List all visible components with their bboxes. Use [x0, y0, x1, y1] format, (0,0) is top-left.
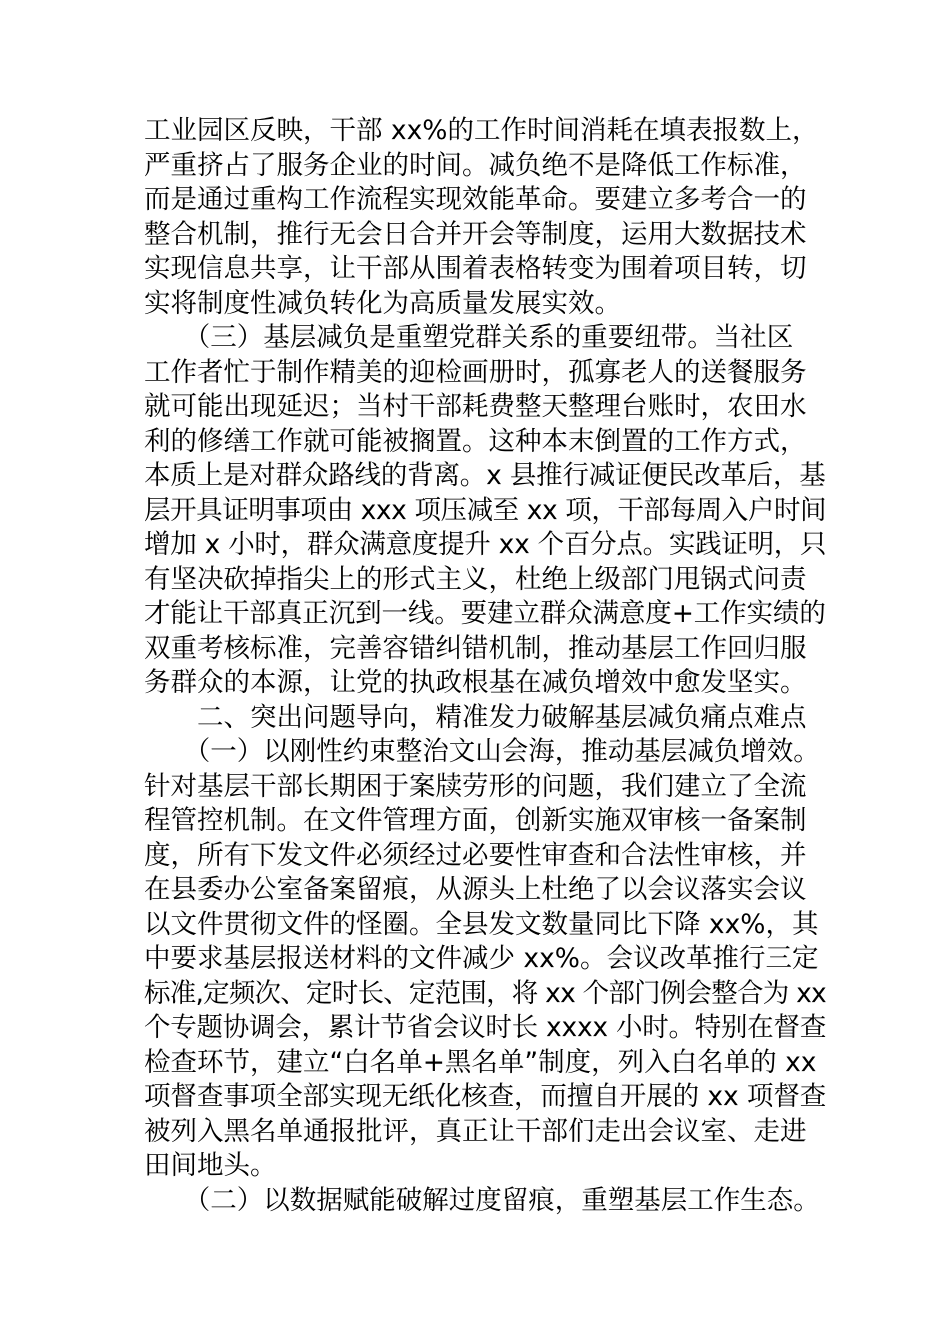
text-line: 度，所有下发文件必须经过必要性审查和合法性审核，并 [144, 839, 807, 871]
text-line: 增加 x 小时，群众满意度提升 xx 个百分点。实践证明，只 [144, 529, 827, 560]
text-line: 实将制度性减负转化为高质量发展实效。 [144, 287, 621, 319]
text-line: （一）以刚性约束整治文山会海，推动基层减负增效。 [144, 736, 820, 767]
text-line: 才能让干部真正沉到一线。要建立群众满意度+工作实绩的 [144, 598, 826, 629]
document-body [144, 114, 827, 1218]
text-line: 标准,定频次、定时长、定范围，将 xx 个部门例会整合为 xx [144, 977, 826, 1009]
text-line: 工业园区反映，干部 xx%的工作时间消耗在填表报数上， [144, 115, 819, 146]
text-line: 严重挤占了服务企业的时间。减负绝不是降低工作标准， [144, 149, 807, 181]
text-line: 而是通过重构工作流程实现效能革命。要建立多考合一的 [144, 184, 807, 215]
text-line: 工作者忙于制作精美的迎检画册时，孤寡老人的送餐服务 [144, 356, 807, 388]
text-line: 中要求基层报送材料的文件减少 xx%。会议改革推行三定 [144, 943, 819, 974]
text-line: 实现信息共享，让干部从围着表格转变为围着项目转，切 [144, 253, 807, 284]
text-line: 有坚决砍掉指尖上的形式主义，杜绝上级部门甩锅式问责 [144, 563, 807, 595]
text-line: 双重考核标准，完善容错纠错机制，推动基层工作回归服 [144, 632, 807, 664]
paragraph-party-mass-relations [144, 321, 827, 701]
paragraph-efficiency [144, 114, 824, 321]
text-line: 田间地头。 [144, 1150, 277, 1181]
heading-line: 二、突出问题导向，精准发力破解基层减负痛点难点 [144, 701, 807, 733]
text-line: 在县委办公室备案留痕，从源头上杜绝了以会议落实会议 [144, 874, 807, 905]
text-line: 就可能出现延迟；当村干部耗费整天整理台账时，农田水 [144, 391, 807, 422]
text-line: 程管控机制。在文件管理方面，创新实施双审核一备案制 [144, 805, 807, 836]
text-line: （二）以数据赋能破解过度留痕，重塑基层工作生态。 [144, 1184, 820, 1216]
paragraph-meetings-documents [144, 735, 827, 1184]
text-line: 项督查事项全部实现无纸化核查，而擅自开展的 xx 项督查 [144, 1081, 827, 1112]
text-line: 以文件贯彻文件的怪圈。全县发文数量同比下降 xx%，其 [144, 908, 819, 940]
text-line: 检查环节，建立“白名单+黑名单”制度，列入白名单的 xx [144, 1046, 817, 1078]
text-line: 利的修缮工作就可能被搁置。这种本末倒置的工作方式， [144, 425, 807, 457]
text-line: 层开具证明事项由 xxx 项压减至 xx 项，干部每周入户时间 [144, 494, 827, 526]
text-line: （三）基层减负是重塑党群关系的重要纽带。当社区 [144, 322, 794, 353]
paragraph-data-empowerment [144, 1184, 824, 1219]
text-line: 整合机制，推行无会日合并开会等制度，运用大数据技术 [144, 218, 807, 250]
text-line: 个专题协调会，累计节省会议时长 xxxx 小时。特别在督查 [144, 1012, 827, 1043]
text-line: 被列入黑名单通报批评，真正让干部们走出会议室、走进 [144, 1115, 807, 1147]
text-line: 务群众的本源，让党的执政根基在减负增效中愈发坚实。 [144, 667, 807, 698]
section-heading [144, 701, 824, 736]
text-line: 针对基层干部长期困于案牍劳形的问题，我们建立了全流 [144, 770, 807, 802]
text-line: 本质上是对群众路线的背离。x 县推行减证便民改革后，基 [144, 460, 826, 491]
